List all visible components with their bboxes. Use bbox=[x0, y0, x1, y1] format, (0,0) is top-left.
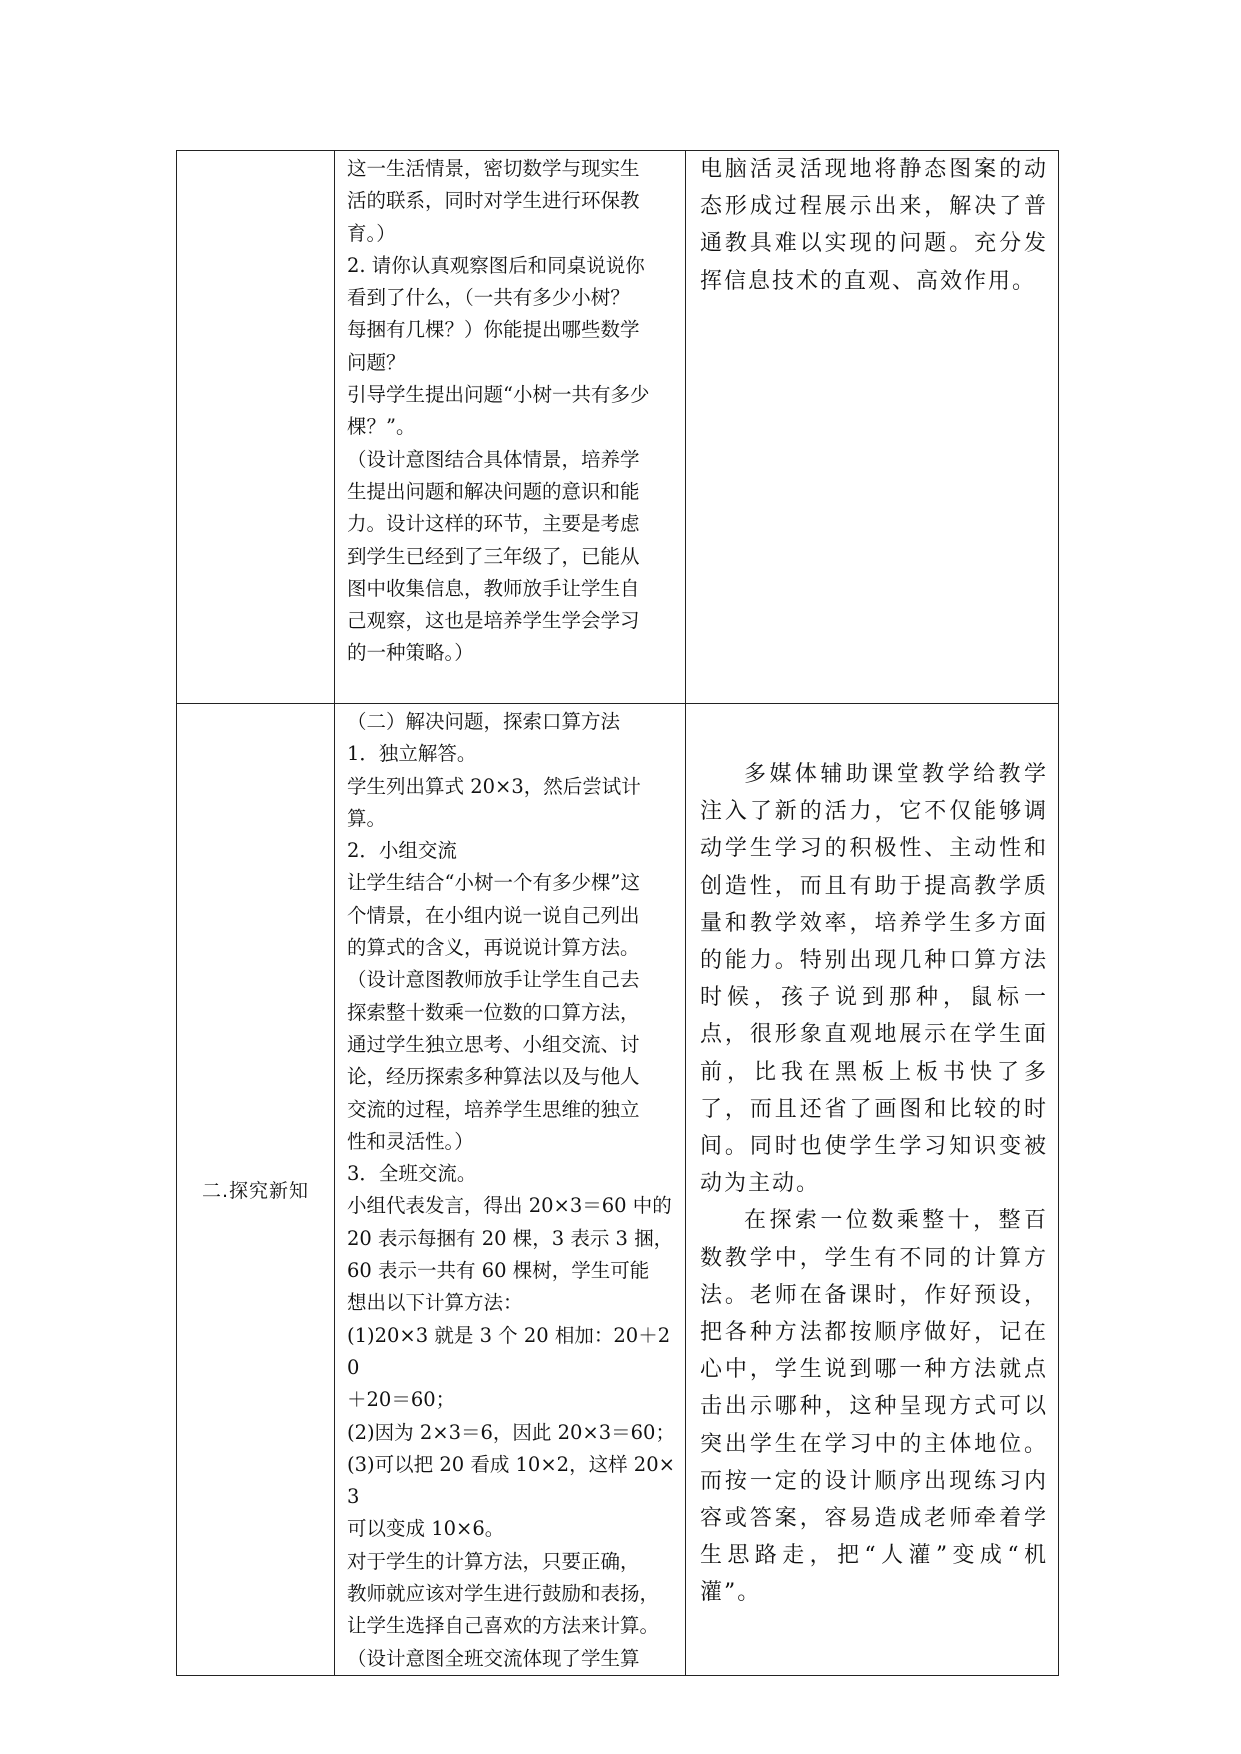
process-line: 探索整十数乘一位数的口算方法， bbox=[347, 1000, 640, 1024]
process-line: 引导学生提出问题“小树一共有多少 bbox=[347, 383, 650, 407]
process-line: 的一种策略。） bbox=[347, 641, 474, 665]
process-line: （设计意图结合具体情景，培养学 bbox=[347, 447, 640, 471]
process-line: （设计意图教师放手让学生自己去 bbox=[347, 968, 640, 992]
process-line: 让学生结合“小树一个有多少棵”这 bbox=[347, 871, 640, 895]
stage-cell bbox=[177, 151, 335, 704]
process-line: 让学生选择自己喜欢的方法来计算。 bbox=[347, 1614, 660, 1638]
process-line: 60 表示一共有 60 棵树，学生可能 bbox=[347, 1259, 650, 1283]
process-line: 小组代表发言，得出 20×3＝60 中的 bbox=[347, 1194, 672, 1218]
design-intent-cell bbox=[686, 151, 1059, 704]
process-line: 性和灵活性。） bbox=[347, 1129, 474, 1153]
process-line: ＋20＝60； bbox=[347, 1388, 456, 1412]
process-line: 活的联系，同时对学生进行环保教 bbox=[347, 189, 640, 213]
process-line: 每捆有几棵？）你能提出哪些数学 bbox=[347, 318, 640, 342]
process-line: 论，经历探索多种算法以及与他人 bbox=[347, 1065, 640, 1089]
process-line: 教师就应该对学生进行鼓励和表扬， bbox=[347, 1582, 660, 1606]
process-line: 3．全班交流。 bbox=[347, 1162, 477, 1186]
process-line: 育。） bbox=[347, 221, 396, 245]
process-line: 2．小组交流 bbox=[347, 839, 457, 863]
process-line: 通过学生独立思考、小组交流、讨 bbox=[347, 1032, 640, 1056]
stage-cell: 二.探究新知 bbox=[177, 704, 335, 1676]
design-intent-cell bbox=[686, 704, 1059, 1676]
process-line: 图中收集信息，教师放手让学生自 bbox=[347, 576, 640, 600]
process-line: 到学生已经到了三年级了，已能从 bbox=[347, 544, 640, 568]
process-line: 学生列出算式 20×3，然后尝试计算。 bbox=[347, 774, 641, 830]
table-row bbox=[177, 704, 1059, 1676]
process-line: 2. 请你认真观察图后和同桌说说你 bbox=[347, 253, 645, 277]
process-line: 生提出问题和解决问题的意识和能 bbox=[347, 479, 640, 503]
teaching-process-cell bbox=[335, 704, 686, 1676]
process-line: 交流的过程，培养学生思维的独立 bbox=[347, 1097, 640, 1121]
process-line: （二）解决问题，探索口算方法 bbox=[347, 710, 621, 733]
process-line: 这一生活情景，密切数学与现实生 bbox=[347, 157, 640, 180]
process-line: 对于学生的计算方法，只要正确， bbox=[347, 1549, 640, 1573]
process-line: (1)20×3 就是 3 个 20 相加：20＋20 bbox=[347, 1323, 671, 1379]
intent-paragraph: 电脑活灵活现地将静态图案的动态形成过程展示出来，解决了普通教具难以实现的问题。充分发挥信息技术的直观、高效作用。 bbox=[700, 157, 1048, 294]
intent-paragraph: 在探索一位数乘整十，整百数教学中，学生有不同的计算方法。老师在备课时，作好预设，把各种方法都按顺序做好，记在心中，学生说到哪一种方法就点击出示哪种，这种呈现方式可以突出学生在学习中的主体地位。而按一定的设计顺序出现练习内容或答案，容易造成老师牵着学生思路走，把“人灌”变成“机灌”。 bbox=[700, 1208, 1048, 1606]
table-row bbox=[177, 151, 1059, 704]
process-line: 看到了什么，（一共有多少小树？ bbox=[347, 286, 630, 310]
process-line: 棵？”。 bbox=[347, 415, 416, 439]
process-line: 想出以下计算方法： bbox=[347, 1291, 523, 1315]
process-line: (2)因为 2×3＝6，因此 20×3＝60； bbox=[347, 1420, 675, 1444]
process-line: 可以变成 10×6。 bbox=[347, 1517, 505, 1541]
process-line: (3)可以把 20 看成 10×2，这样 20×3 bbox=[347, 1452, 675, 1509]
process-line: 20 表示每捆有 20 棵，3 表示 3 捆， bbox=[347, 1226, 674, 1250]
intent-paragraph: 多媒体辅助课堂教学给教学注入了新的活力，它不仅能够调动学生学习的积极性、主动性和创造性，而且有助于提高教学质量和教学效率，培养学生多方面的能力。特别出现几种口算方法时候，孩子说到那种，鼠标一点，很形象直观地展示在学生面前，比我在黑板上板书快了多了，而且还省了画图和比较的时间。同时也使学生学习知识变被动为主动。 bbox=[700, 762, 1048, 1197]
lesson-plan-table bbox=[176, 150, 1059, 1676]
process-line: （设计意图全班交流体现了学生算 bbox=[347, 1646, 640, 1670]
process-line: 的算式的含义，再说说计算方法。 bbox=[347, 936, 640, 960]
process-line: 1．独立解答。 bbox=[347, 742, 477, 766]
process-line: 己观察，这也是培养学生学会学习 bbox=[347, 609, 640, 633]
teaching-process-cell bbox=[335, 151, 686, 704]
process-line: 力。设计这样的环节，主要是考虑 bbox=[347, 512, 640, 536]
process-line: 个情景，在小组内说一说自己列出 bbox=[347, 903, 640, 927]
process-line: 问题？ bbox=[347, 350, 406, 374]
